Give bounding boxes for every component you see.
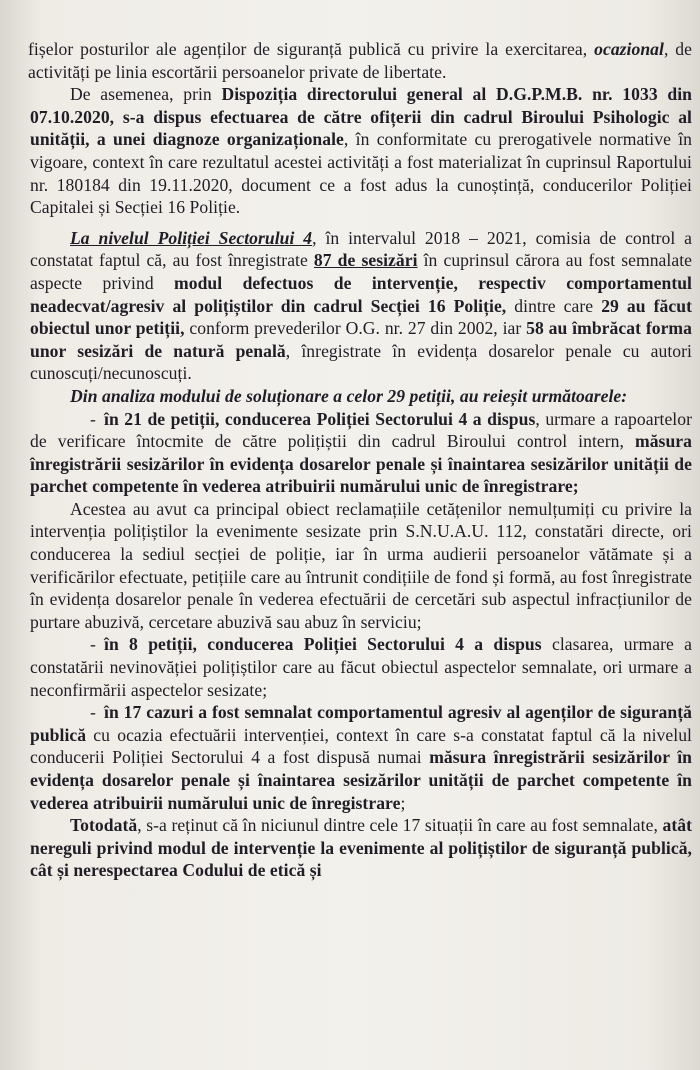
paragraph-escort-duties — [28, 38, 692, 83]
bullet-dash: - — [90, 634, 96, 655]
text-run: dintre care — [506, 295, 602, 316]
text-run: în 8 petiții, conducerea Poliției Sectorului 4 a dispus — [104, 634, 542, 655]
text-run: 29 au făcut obiectul unor petiții, — [30, 295, 693, 339]
text-run: , urmare a rapoartelor de verificare întocmite de către polițiștii din cadrul Biroului control intern, — [30, 408, 693, 452]
text-run: De asemenea, prin — [70, 84, 222, 105]
text-run: 58 au îmbrăcat forma unor sesizări de natură penală — [30, 318, 692, 361]
text-run: ; — [400, 792, 406, 813]
bullet-21-petitions — [30, 408, 692, 498]
paragraph-analysis-heading — [30, 385, 692, 408]
text-run: fișelor posturilor ale agenților de siguranță publică cu privire la exercitarea, — [28, 39, 595, 59]
text-run: măsura înregistrării sesizărilor în evidența dosarelor penale și înaintarea sesizărilor unității de parchet competente în vederea atribuirii numărului unic de înregistrare; — [30, 431, 692, 497]
text-run: în 21 de petiții, conducerea Poliției Sectorului 4 a dispus — [104, 408, 536, 429]
text-run: , înregistrate în evidența dosarelor penale cu autori cunoscuți/necunoscuți. — [30, 340, 692, 384]
text-run: Din analiza modului de soluționare a celor 29 petiții, au reieșit următoarele: — [70, 385, 628, 406]
text-run: cu ocazia efectuării intervenției, context în care s-a constatat faptul că la nivelul conducerii Poliției Sectorului 4 a fost dispusă numai — [30, 724, 692, 768]
paragraph-complaint-details — [30, 498, 692, 634]
paragraph-sector4-complaints — [30, 227, 692, 385]
text-run: 87 de sesizări — [313, 250, 418, 271]
bullet-17-cases — [30, 701, 692, 814]
text-run: atât nereguli privind modul de intervenție la evenimente al polițiștilor de siguranță publică, cât și nerespectarea Codului de etică și — [30, 815, 692, 881]
text-run: în 17 cazuri a fost semnalat comportamentul agresiv al agenților de siguranță publică — [30, 702, 692, 745]
text-run: măsura înregistrării sesizărilor în evidența dosarelor penale și înaintarea sesizărilor unității de parchet competente în vederea atribuirii numărului unic de înregistrare — [30, 747, 692, 813]
paragraph-organizational-diagnosis — [30, 83, 692, 219]
text-run: La nivelul Poliției Sectorului 4 — [70, 227, 313, 248]
text-run: Totodată — [70, 815, 138, 836]
text-run: ocazional — [594, 39, 664, 59]
text-run: , de activități pe linia escortării persoanelor private de libertate. — [28, 39, 692, 82]
text-run: , în intervalul 2018 – 2021, comisia de control a constatat faptul că, au fost înregistrate — [30, 227, 692, 271]
text-run: conform prevederilor O.G. nr. 27 din 2002, iar — [184, 318, 527, 339]
bullet-dash: - — [90, 408, 96, 429]
bullet-dash: - — [90, 702, 96, 723]
text-run: în cuprinsul cărora au fost semnalate aspecte privind — [30, 250, 692, 293]
text-run: , s-a reținut că în niciunul dintre cele 17 situații în care au fost semnalate, — [137, 815, 663, 836]
text-run: , în conformitate cu prerogativele normative în vigoare, context în care rezultatul acestei activități a fost materializat în cuprinsul Raportului nr. 180184 din 19.11.2020, document ce a fost adus la cunoștință, conducerilor Poliției Capitalei și Secției 16 Poliție. — [30, 129, 692, 218]
text-run: Dispoziția directorului general al D.G.P.M.B. nr. 1033 din 07.10.2020, s-a dispus efectuarea de către ofițerii din cadrul Biroului Psihologic al unității, a unei diagnoze organizaționale — [30, 84, 692, 150]
text-run: Acestea au avut ca principal obiect reclamațiile cetățenilor nemulțumiți cu privire la intervenția polițiștilor la evenimente sesizate prin S.N.U.A.U. 112, constatări directe, ori conducerea la sediul secției de poliție, iar în urma audierii persoanelor vătămate și a verificărilor efectuate, petițiile care au întrunit condițiile de fond și formă, au fost înregistrate în evidența dosarelor penale în vederea efectuării de cercetări sub aspectul infracțiunilor de purtare abuzivă, cercetare abuzivă sau abuz în serviciu; — [30, 498, 692, 632]
bullet-8-petitions — [30, 633, 692, 701]
text-run: clasarea, urmare a constatării nevinovăției polițiștilor care au făcut obiectul aspectelor semnalate, ori urmare a neconfirmării aspectelor sesizate; — [30, 634, 692, 700]
document-body — [30, 38, 692, 882]
paragraph-ethics-code — [30, 814, 692, 882]
text-run: modul defectuos de intervenție, respectiv comportamentul neadecvat/agresiv al polițiștilor din cadrul Secției 16 Poliție, — [30, 272, 692, 316]
